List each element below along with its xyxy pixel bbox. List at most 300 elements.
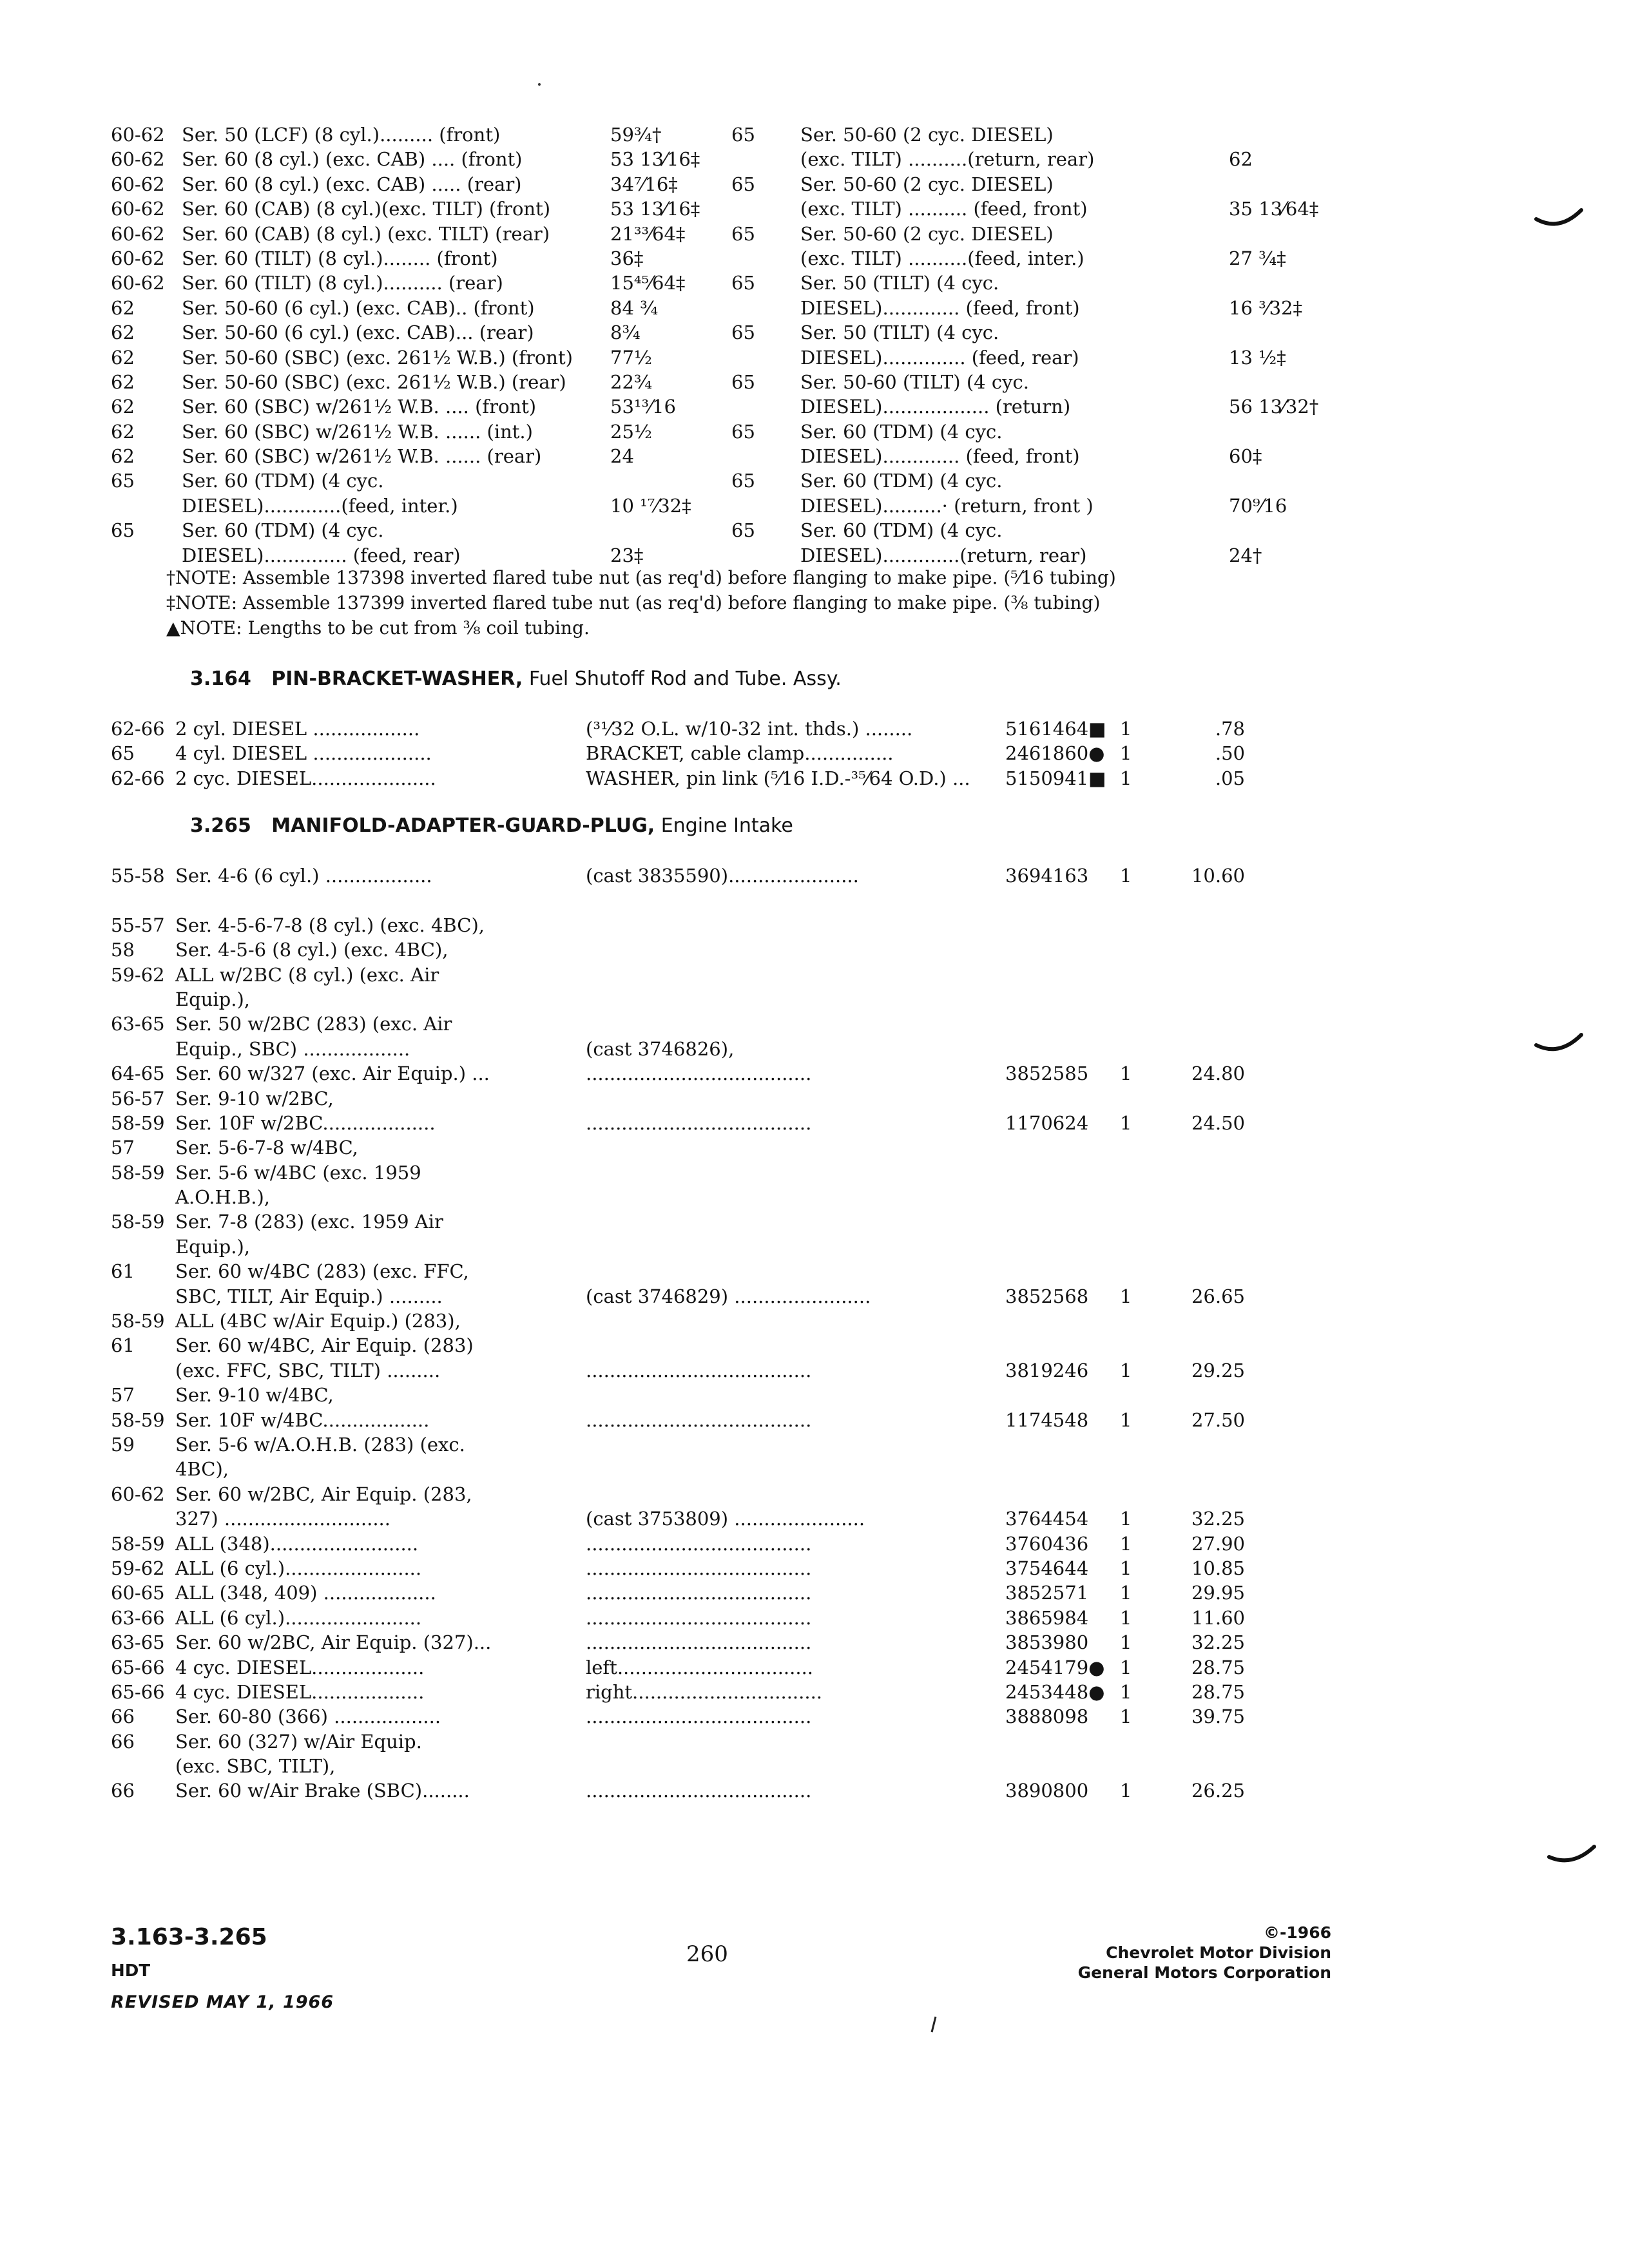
length-cell: 24†: [1229, 544, 1262, 566]
parts-row: [111, 1680, 1271, 1704]
length-cell: 77½: [610, 346, 653, 369]
section-title: MANIFOLD-ADAPTER-GUARD-PLUG,: [271, 814, 655, 837]
description-cell: Ser. 60 (CAB) (8 cyl.)(exc. TILT) (front): [182, 198, 551, 220]
description-cell: Ser. 60 (8 cyl.) (exc. CAB) ..... (rear): [182, 173, 522, 195]
year-cell: 59-62: [111, 1557, 165, 1579]
parts-row: [111, 1482, 1271, 1506]
description-cell: Ser. 7-8 (283) (exc. 1959 Air: [175, 1211, 443, 1233]
year-cell: 58-59: [111, 1408, 165, 1431]
parts-row: [111, 1160, 1271, 1185]
year-cell: 62: [111, 346, 135, 369]
quantity-cell: 1: [1120, 1532, 1132, 1555]
part-number-cell: 3754644: [1005, 1557, 1089, 1579]
length-cell: 10 ¹⁷⁄32‡: [610, 494, 691, 517]
year-cell: 66: [111, 1706, 135, 1728]
description-cell: Ser. 50 (TILT) (4 cyc.: [800, 322, 999, 344]
description-cell: ALL (348, 409) ...................: [175, 1582, 436, 1604]
price-cell: 24.80: [1191, 1062, 1245, 1085]
note-cell: ......................................: [586, 1780, 812, 1802]
note-cell: ......................................: [586, 1408, 812, 1431]
parts-row: [111, 1259, 1271, 1283]
quantity-cell: 1: [1120, 767, 1132, 789]
price-cell: 32.25: [1191, 1508, 1245, 1530]
description-cell: 4BC),: [175, 1458, 229, 1481]
note-double-dagger: ‡NOTE: Assemble 137399 inverted flared tube nut (as req'd) before flanging to make pipe. (⅜ tubing): [166, 592, 1101, 613]
price-cell: 10.85: [1191, 1557, 1245, 1579]
price-cell: 28.75: [1191, 1656, 1245, 1678]
quantity-cell: 1: [1120, 1656, 1132, 1678]
checkmark-icon: [1534, 206, 1585, 238]
part-number-cell: 3819246: [1005, 1359, 1089, 1381]
price-cell: .78: [1215, 718, 1245, 740]
description-cell: Ser. 50-60 (SBC) (exc. 261½ W.B.) (front): [182, 346, 573, 369]
length-cell: 25½: [610, 420, 653, 443]
description-cell: Ser. 60 (TDM) (4 cyc.: [800, 470, 1003, 492]
table-row: [111, 296, 1302, 320]
part-number-cell: 5161464■: [1005, 718, 1106, 740]
price-cell: 28.75: [1191, 1680, 1245, 1703]
parts-row: [111, 716, 1271, 741]
length-cell: 36‡: [610, 247, 644, 269]
parts-row: [111, 1333, 1271, 1358]
parts-row: [111, 1086, 1271, 1111]
description-cell: Ser. 5-6 w/4BC (exc. 1959: [175, 1161, 421, 1184]
parts-row: [111, 1408, 1271, 1432]
table-row: [111, 320, 1271, 345]
length-cell: 53 13⁄16‡: [610, 148, 700, 171]
note-cell: ......................................: [586, 1706, 812, 1728]
description-cell: ALL w/2BC (8 cyl.) (exc. Air: [175, 963, 439, 986]
part-number-cell: 3852571: [1005, 1582, 1089, 1604]
parts-row: [111, 766, 1271, 791]
description-cell: Ser. 60 (327) w/Air Equip.: [175, 1730, 422, 1753]
footer-copyright: ©-1966: [1264, 1923, 1331, 1942]
quantity-cell: 1: [1120, 865, 1132, 887]
quantity-cell: 1: [1120, 1508, 1132, 1530]
length-cell: 53 13⁄16‡: [610, 198, 700, 220]
length-cell: 62: [1229, 148, 1253, 171]
note-cell: (cast 3835590)......................: [586, 865, 859, 887]
description-cell: Ser. 50-60 (2 cyc. DIESEL): [800, 173, 1054, 195]
description-cell: Ser. 50 (LCF) (8 cyl.)......... (front): [182, 124, 501, 146]
length-cell: 16 ³⁄32‡: [1229, 296, 1302, 319]
description-cell: 4 cyc. DIESEL...................: [175, 1680, 425, 1703]
parts-row: [111, 1358, 1271, 1383]
price-cell: 11.60: [1191, 1606, 1245, 1629]
year-cell: 55-57: [111, 914, 165, 936]
section-subtitle: Engine Intake: [655, 814, 793, 837]
description-cell: Ser. 60 (SBC) w/261½ W.B. .... (front): [182, 396, 537, 418]
year-cell: 61: [111, 1334, 135, 1357]
year-cell: 60-62: [111, 173, 165, 195]
description-cell: Ser. 50-60 (SBC) (exc. 261½ W.B.) (rear): [182, 370, 566, 393]
length-cell: 24: [610, 445, 634, 468]
year-cell: 65: [731, 519, 755, 542]
section-3265-parts-list: [111, 863, 1271, 1803]
year-cell: 65-66: [111, 1656, 165, 1678]
description-cell: Ser. 60 w/4BC, Air Equip. (283): [175, 1334, 474, 1357]
length-cell: 84 ¾: [610, 296, 659, 319]
year-cell: 62: [111, 445, 135, 468]
note-cell: (cast 3746829) .......................: [586, 1285, 871, 1307]
year-cell: 57: [111, 1137, 135, 1159]
description-cell: DIESEL)............. (feed, front): [800, 445, 1080, 468]
description-cell: Ser. 60 w/4BC (283) (exc. FFC,: [175, 1260, 469, 1283]
table-row: [111, 172, 1271, 197]
description-cell: Ser. 60 (TILT) (8 cyl.).......... (rear): [182, 272, 503, 294]
length-cell: 13 ½‡: [1229, 346, 1286, 369]
quantity-cell: 1: [1120, 1606, 1132, 1629]
year-cell: 66: [111, 1780, 135, 1802]
year-cell: 65: [731, 322, 755, 344]
year-cell: 66: [111, 1730, 135, 1753]
part-number-cell: 3852585: [1005, 1062, 1089, 1085]
description-cell: 2 cyl. DIESEL ..................: [175, 718, 420, 740]
table-row: [111, 197, 1319, 221]
description-cell: (exc. TILT) ..........(return, rear): [800, 148, 1095, 171]
part-number-cell: 3888098: [1005, 1706, 1089, 1728]
year-cell: 60-62: [111, 272, 165, 294]
description-cell: Ser. 60 w/327 (exc. Air Equip.) ...: [175, 1062, 490, 1085]
parts-row: [111, 1556, 1271, 1581]
year-cell: 59-62: [111, 963, 165, 986]
description-cell: Equip.),: [175, 988, 250, 1010]
year-cell: 65: [731, 420, 755, 443]
parts-row: [111, 1284, 1271, 1309]
part-number-cell: 3853980: [1005, 1631, 1089, 1654]
parts-row: [111, 1235, 1271, 1259]
table-row: [111, 468, 1271, 493]
description-cell: Ser. 10F w/2BC...................: [175, 1111, 436, 1134]
price-cell: 39.75: [1191, 1706, 1245, 1728]
table-row: [111, 147, 1271, 171]
description-cell: DIESEL).............(return, rear): [800, 544, 1087, 566]
part-number-cell: 3764454: [1005, 1508, 1089, 1530]
stray-dot-icon: [536, 81, 543, 88]
table-row: [111, 122, 1271, 147]
length-cell: 34⁷⁄16‡: [610, 173, 678, 195]
note-cell: ......................................: [586, 1062, 812, 1085]
length-cell: 27 ¾‡: [1229, 247, 1286, 269]
year-cell: 62-66: [111, 718, 165, 740]
year-cell: 61: [111, 1260, 135, 1283]
description-cell: (exc. FFC, SBC, TILT) .........: [175, 1359, 441, 1381]
description-cell: Equip., SBC) ..................: [175, 1037, 410, 1060]
parts-row: [111, 1135, 1271, 1160]
parts-row: [111, 1532, 1271, 1556]
note-cell: ......................................: [586, 1606, 812, 1629]
section-number: 3.265: [190, 814, 251, 837]
note-cell: ......................................: [586, 1631, 812, 1654]
parts-row: [111, 1383, 1271, 1407]
price-cell: 27.50: [1191, 1408, 1245, 1431]
description-cell: Ser. 4-5-6-7-8 (8 cyl.) (exc. 4BC),: [175, 914, 485, 936]
part-number-cell: 5150941■: [1005, 767, 1106, 789]
parts-row: [111, 1037, 1271, 1061]
parts-row: [111, 1581, 1271, 1605]
description-cell: Ser. 50-60 (TILT) (4 cyc.: [800, 370, 1029, 393]
quantity-cell: 1: [1120, 1408, 1132, 1431]
price-cell: .50: [1215, 742, 1245, 765]
part-number-cell: 3852568: [1005, 1285, 1089, 1307]
parts-row: [111, 1111, 1271, 1135]
parts-row: [111, 1309, 1271, 1333]
description-cell: Ser. 50-60 (2 cyc. DIESEL): [800, 222, 1054, 245]
parts-row: [111, 1012, 1271, 1036]
year-cell: 58: [111, 939, 135, 961]
year-cell: 60-62: [111, 148, 165, 171]
footer-revised-date: REVISED MAY 1, 1966: [111, 1992, 334, 2012]
description-cell: ALL (348).........................: [175, 1532, 419, 1555]
price-cell: 27.90: [1191, 1532, 1245, 1555]
table-row: [111, 370, 1271, 394]
description-cell: Ser. 60 (TDM) (4 cyc.: [182, 519, 384, 542]
length-cell: 23‡: [610, 544, 644, 566]
year-cell: 59: [111, 1433, 135, 1456]
part-number-cell: 3890800: [1005, 1780, 1089, 1802]
length-cell: 8¾: [610, 322, 641, 344]
fuel-pipe-length-table: [111, 122, 1319, 568]
description-cell: ALL (6 cyl.).......................: [175, 1557, 422, 1579]
year-cell: 55-58: [111, 865, 165, 887]
description-cell: SBC, TILT, Air Equip.) .........: [175, 1285, 443, 1307]
footer-division: Chevrolet Motor Division: [1106, 1943, 1331, 1962]
description-cell: DIESEL).............. (feed, rear): [182, 544, 461, 566]
parts-row: [111, 888, 1271, 912]
note-cell: ......................................: [586, 1557, 812, 1579]
parts-row: [111, 1185, 1271, 1209]
note-cell: (cast 3746826),: [586, 1037, 735, 1060]
length-cell: 15⁴⁵⁄64‡: [610, 272, 686, 294]
year-cell: 60-62: [111, 124, 165, 146]
price-cell: 26.65: [1191, 1285, 1245, 1307]
length-cell: 59¾†: [610, 124, 662, 146]
parts-row: [111, 1729, 1271, 1754]
year-cell: 65: [731, 222, 755, 245]
section-subtitle: Fuel Shutoff Rod and Tube. Assy.: [523, 668, 842, 690]
footer-hdt-label: HDT: [111, 1961, 151, 1981]
parts-row: [111, 1061, 1271, 1086]
year-cell: 58-59: [111, 1532, 165, 1555]
table-row: [111, 246, 1286, 271]
description-cell: Ser. 10F w/4BC..................: [175, 1408, 430, 1431]
description-cell: 4 cyc. DIESEL...................: [175, 1656, 425, 1678]
price-cell: .05: [1215, 767, 1245, 789]
note-cell: ......................................: [586, 1359, 812, 1381]
description-cell: Ser. 60 w/2BC, Air Equip. (283,: [175, 1483, 472, 1505]
price-cell: 10.60: [1191, 865, 1245, 887]
parts-row: [111, 1209, 1271, 1234]
note-cell: (³¹⁄32 O.L. w/10-32 int. thds.) ........: [586, 718, 913, 740]
description-cell: Ser. 9-10 w/4BC,: [175, 1384, 334, 1407]
parts-row: [111, 1630, 1271, 1655]
year-cell: 60-65: [111, 1582, 165, 1604]
year-cell: 62: [111, 370, 135, 393]
year-cell: 62: [111, 296, 135, 319]
part-number-cell: 3694163: [1005, 865, 1089, 887]
year-cell: 65: [111, 470, 135, 492]
description-cell: Ser. 60 (TDM) (4 cyc.: [800, 519, 1003, 542]
price-cell: 26.25: [1191, 1780, 1245, 1802]
description-cell: ALL (4BC w/Air Equip.) (283),: [175, 1310, 461, 1332]
table-row: [111, 394, 1319, 419]
quantity-cell: 1: [1120, 1111, 1132, 1134]
part-number-cell: 2453448●: [1005, 1680, 1105, 1703]
table-row: [111, 518, 1271, 543]
length-cell: 22¾: [610, 370, 653, 393]
description-cell: A.O.H.B.),: [175, 1186, 271, 1209]
quantity-cell: 1: [1120, 1285, 1132, 1307]
note-cell: ......................................: [586, 1532, 812, 1555]
parts-row: [111, 863, 1271, 888]
description-cell: DIESEL)............. (feed, front): [800, 296, 1080, 319]
section-3265-heading: [190, 814, 793, 837]
description-cell: Ser. 60 w/Air Brake (SBC)........: [175, 1780, 470, 1802]
checkmark-icon: [1547, 1843, 1598, 1875]
part-number-cell: 3760436: [1005, 1532, 1089, 1555]
description-cell: Ser. 50-60 (6 cyl.) (exc. CAB)... (rear): [182, 322, 534, 344]
table-row: [111, 419, 1271, 444]
description-cell: 327) ............................: [175, 1508, 390, 1530]
parts-row: [111, 741, 1271, 765]
description-cell: (exc. TILT) .......... (feed, front): [800, 198, 1088, 220]
description-cell: (exc. TILT) ..........(feed, inter.): [800, 247, 1084, 269]
part-number-cell: 2461860●: [1005, 742, 1105, 765]
year-cell: 65-66: [111, 1680, 165, 1703]
price-cell: 29.95: [1191, 1582, 1245, 1604]
table-row: [111, 271, 1271, 295]
year-cell: 60-62: [111, 198, 165, 220]
table-row: [111, 345, 1286, 370]
description-cell: Ser. 60 (SBC) w/261½ W.B. ...... (int.): [182, 420, 533, 443]
year-cell: 62: [111, 396, 135, 418]
checkmark-icon: [1534, 1031, 1585, 1063]
quantity-cell: 1: [1120, 1359, 1132, 1381]
description-cell: DIESEL).................. (return): [800, 396, 1071, 418]
description-cell: Ser. 5-6-7-8 w/4BC,: [175, 1137, 358, 1159]
parts-row: [111, 1506, 1271, 1531]
parts-row: [111, 1432, 1271, 1457]
quantity-cell: 1: [1120, 1062, 1132, 1085]
note-cell: ......................................: [586, 1582, 812, 1604]
description-cell: Ser. 50 w/2BC (283) (exc. Air: [175, 1013, 452, 1035]
year-cell: 62-66: [111, 767, 165, 789]
parts-row: [111, 937, 1271, 962]
description-cell: DIESEL).............(feed, inter.): [182, 494, 458, 517]
description-cell: Ser. 60 w/2BC, Air Equip. (327)...: [175, 1631, 492, 1654]
quantity-cell: 1: [1120, 718, 1132, 740]
table-row: [111, 222, 1271, 246]
length-cell: 60‡: [1229, 445, 1262, 468]
section-title: PIN-BRACKET-WASHER,: [271, 668, 523, 690]
description-cell: Ser. 60-80 (366) ..................: [175, 1706, 441, 1728]
year-cell: 62: [111, 322, 135, 344]
description-cell: DIESEL)..........· (return, front ): [800, 494, 1094, 517]
section-3164-heading: [190, 668, 842, 690]
length-cell: 35 13⁄64‡: [1229, 198, 1319, 220]
description-cell: Ser. 60 (TDM) (4 cyc.: [800, 420, 1003, 443]
year-cell: 58-59: [111, 1211, 165, 1233]
year-cell: 65: [111, 519, 135, 542]
year-cell: 65: [731, 173, 755, 195]
price-cell: 32.25: [1191, 1631, 1245, 1654]
length-cell: 56 13⁄32†: [1229, 396, 1319, 418]
year-cell: 60-62: [111, 222, 165, 245]
year-cell: 65: [731, 124, 755, 146]
note-cell: right................................: [586, 1680, 823, 1703]
year-cell: 64-65: [111, 1062, 165, 1085]
note-cell: (cast 3753809) ......................: [586, 1508, 865, 1530]
year-cell: 65: [731, 370, 755, 393]
part-number-cell: 2454179●: [1005, 1656, 1105, 1678]
year-cell: 60-62: [111, 247, 165, 269]
description-cell: Ser. 60 (8 cyl.) (exc. CAB) .... (front): [182, 148, 523, 171]
part-number-cell: 1170624: [1005, 1111, 1089, 1134]
quantity-cell: 1: [1120, 1706, 1132, 1728]
description-cell: Ser. 60 (CAB) (8 cyl.) (exc. TILT) (rear): [182, 222, 550, 245]
quantity-cell: 1: [1120, 1780, 1132, 1802]
description-cell: 4 cyl. DIESEL ....................: [175, 742, 432, 765]
description-cell: Ser. 4-5-6 (8 cyl.) (exc. 4BC),: [175, 939, 448, 961]
quantity-cell: 1: [1120, 1631, 1132, 1654]
description-cell: (exc. SBC, TILT),: [175, 1755, 336, 1778]
year-cell: 58-59: [111, 1310, 165, 1332]
note-cell: WASHER, pin link (⁵⁄16 I.D.-³⁵⁄64 O.D.) ...: [586, 767, 970, 789]
year-cell: 58-59: [111, 1161, 165, 1184]
table-row: [111, 494, 1287, 518]
parts-row: [111, 913, 1271, 937]
year-cell: 65: [731, 470, 755, 492]
year-cell: 63-65: [111, 1013, 165, 1035]
length-cell: 21³³⁄64‡: [610, 222, 686, 245]
note-coil-tubing: ▲NOTE: Lengths to be cut from ⅜ coil tubing.: [166, 617, 590, 639]
parts-row: [111, 1606, 1271, 1630]
stray-mark-icon: [928, 2015, 941, 2035]
table-row: [111, 543, 1271, 568]
description-cell: Ser. 9-10 w/2BC,: [175, 1087, 334, 1110]
part-number-cell: 1174548: [1005, 1408, 1089, 1431]
description-cell: DIESEL).............. (feed, rear): [800, 346, 1079, 369]
quantity-cell: 1: [1120, 1557, 1132, 1579]
year-cell: 62: [111, 420, 135, 443]
note-cell: BRACKET, cable clamp...............: [586, 742, 894, 765]
description-cell: ALL (6 cyl.).......................: [175, 1606, 422, 1629]
section-number: 3.164: [190, 668, 251, 690]
quantity-cell: 1: [1120, 742, 1132, 765]
section-3164-parts-list: [111, 716, 1271, 791]
description-cell: Equip.),: [175, 1235, 250, 1258]
footer-section-range: 3.163-3.265: [111, 1924, 267, 1950]
description-cell: Ser. 4-6 (6 cyl.) ..................: [175, 865, 432, 887]
parts-row: [111, 1704, 1271, 1729]
description-cell: Ser. 60 (TILT) (8 cyl.)........ (front): [182, 247, 498, 269]
year-cell: 65: [731, 272, 755, 294]
length-cell: 70⁹⁄16: [1229, 494, 1287, 517]
description-cell: Ser. 50-60 (2 cyc. DIESEL): [800, 124, 1054, 146]
part-number-cell: 3865984: [1005, 1606, 1089, 1629]
description-cell: 2 cyc. DIESEL.....................: [175, 767, 436, 789]
year-cell: 65: [111, 742, 135, 765]
quantity-cell: 1: [1120, 1680, 1132, 1703]
parts-row: [111, 1655, 1271, 1680]
year-cell: 56-57: [111, 1087, 165, 1110]
description-cell: Ser. 50-60 (6 cyl.) (exc. CAB).. (front): [182, 296, 535, 319]
price-cell: 24.50: [1191, 1111, 1245, 1134]
note-cell: ......................................: [586, 1111, 812, 1134]
parts-row: [111, 1457, 1271, 1481]
length-cell: 53¹³⁄16: [610, 396, 676, 418]
note-cell: left.................................: [586, 1656, 814, 1678]
